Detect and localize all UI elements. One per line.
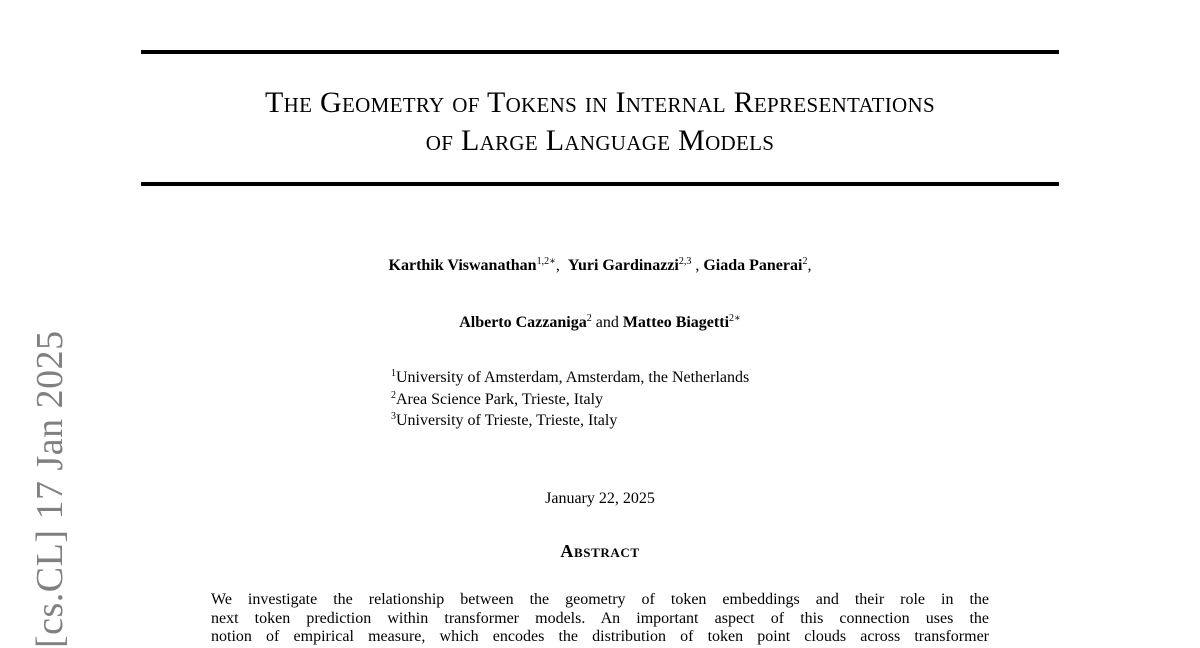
paper-title-line-1: The Geometry of Tokens in Internal Representations bbox=[265, 86, 935, 119]
author-affil-marker: 2,3 bbox=[678, 256, 692, 267]
author-name: Alberto Cazzaniga bbox=[459, 314, 587, 331]
title-top-rule bbox=[141, 50, 1059, 54]
abstract-heading: Abstract bbox=[560, 541, 640, 561]
affiliation-item bbox=[391, 367, 749, 389]
author-conjunction: and bbox=[591, 314, 623, 331]
affiliation-text: Area Science Park, Trieste, Italy bbox=[396, 390, 604, 408]
author-separator: , bbox=[555, 257, 568, 274]
abstract-line: notion of empirical measure, which encodes the distribution of token point clouds across transformer bbox=[211, 628, 989, 645]
author-affil-marker: 2 bbox=[586, 313, 592, 324]
author-separator: , bbox=[807, 257, 812, 274]
affiliation-marker: 1 bbox=[391, 368, 396, 379]
author-name: Giada Panerai bbox=[703, 257, 803, 274]
affiliation-text: University of Amsterdam, Amsterdam, the Netherlands bbox=[396, 369, 750, 386]
affiliation-marker: 2 bbox=[391, 389, 396, 401]
author-affil-marker: 2∗ bbox=[729, 313, 741, 324]
authors-line-2 bbox=[141, 313, 1059, 333]
author-affil-marker: 2 bbox=[802, 256, 808, 267]
paper-title-line-2: of Large Language Models bbox=[425, 124, 775, 157]
affiliation-marker: 3 bbox=[391, 411, 396, 422]
author-name: Yuri Gardinazzi bbox=[567, 257, 679, 274]
abstract-line: We investigate the relationship between the geometry of token embeddings and their role in the bbox=[211, 591, 989, 608]
title-bottom-rule bbox=[141, 182, 1059, 186]
abstract-body bbox=[211, 591, 989, 647]
affiliation-item bbox=[391, 410, 749, 432]
author-name: Karthik Viswanathan bbox=[388, 257, 537, 274]
arxiv-side-stamp: [cs.CL] 17 Jan 2025 bbox=[29, 330, 71, 648]
paper-date: January 22, 2025 bbox=[545, 490, 655, 507]
paper-title bbox=[141, 84, 1059, 160]
author-separator: , bbox=[691, 257, 704, 274]
affiliation-item bbox=[391, 389, 749, 411]
affiliations bbox=[391, 367, 749, 432]
authors-line-1 bbox=[141, 256, 1059, 276]
affiliation-text: University of Trieste, Trieste, Italy bbox=[396, 412, 618, 429]
abstract-line: next token prediction within transformer models. An important aspect of this connection uses the bbox=[211, 609, 989, 627]
author-name: Matteo Biagetti bbox=[622, 314, 730, 331]
author-affil-marker: 1,2∗ bbox=[536, 256, 556, 267]
